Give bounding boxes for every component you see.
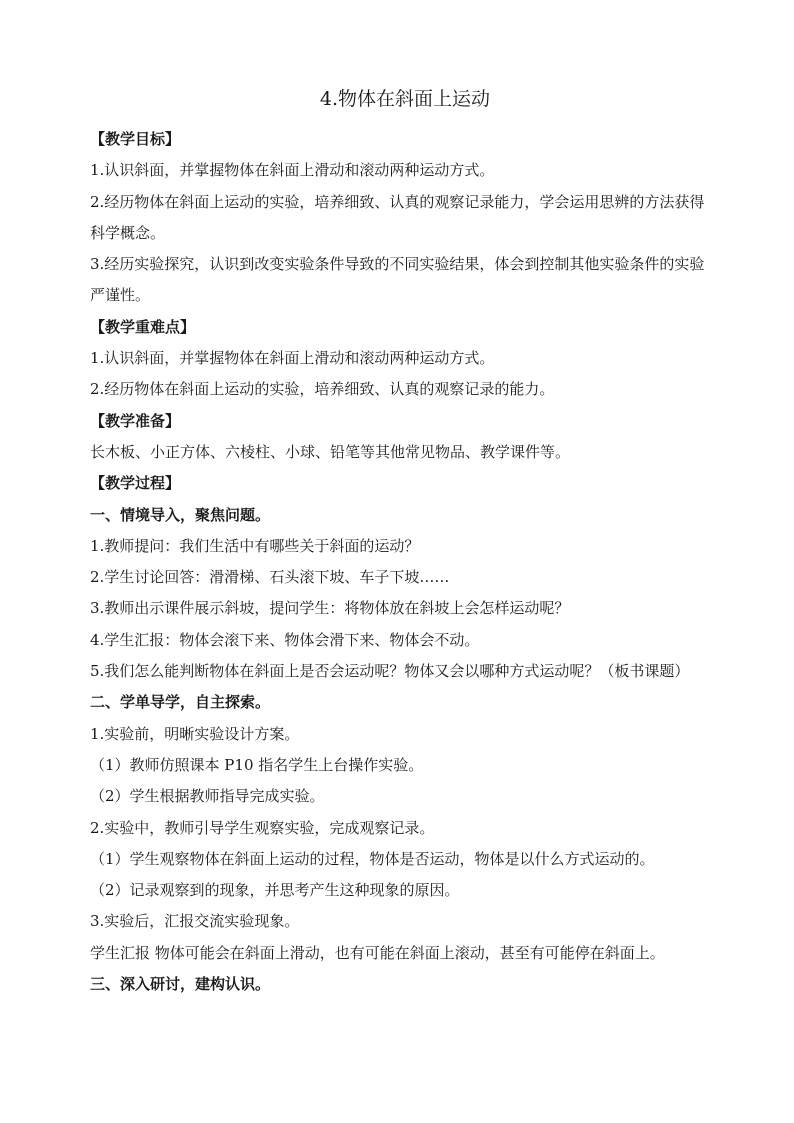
process-item: 1.教师提问：我们生活中有哪些关于斜面的运动？ bbox=[90, 536, 420, 555]
section-heading-process: 【教学过程】 bbox=[90, 474, 181, 493]
process-item: 4.学生汇报：物体会滚下来、物体会滑下来、物体会不动。 bbox=[90, 630, 480, 649]
goal-item: 2.经历物体在斜面上运动的实验，培养细致、认真的观察记录能力，学会运用思辨的方法获得科学概念。 bbox=[90, 192, 705, 242]
process-item: 学生汇报 物体可能会在斜面上滑动，也有可能在斜面上滚动，甚至有可能停在斜面上。 bbox=[90, 943, 665, 962]
goal-item: 1.认识斜面，并掌握物体在斜面上滑动和滚动两种运动方式。 bbox=[90, 161, 495, 180]
section-heading-key-points: 【教学重难点】 bbox=[90, 317, 196, 336]
preparation-text: 长木板、小正方体、六棱柱、小球、铅笔等其他常见物品、教学课件等。 bbox=[90, 442, 571, 461]
process-part3-heading: 三、深入研讨，建构认识。 bbox=[90, 975, 271, 994]
process-item: 1.实验前，明晰实验设计方案。 bbox=[90, 724, 300, 743]
section-heading-goals: 【教学目标】 bbox=[90, 130, 181, 148]
section-heading-preparation: 【教学准备】 bbox=[90, 411, 181, 430]
process-item: 2.学生讨论回答：滑滑梯、石头滚下坡、车子下坡…… bbox=[90, 568, 450, 587]
process-item: 2.实验中，教师引导学生观察实验，完成观察记录。 bbox=[90, 818, 435, 837]
document-page bbox=[90, 84, 706, 1000]
process-item: （2）学生根据教师指导完成实验。 bbox=[90, 787, 325, 806]
process-part2-heading: 二、学单导学，自主探索。 bbox=[90, 693, 271, 712]
goal-item: 3.经历实验探究，认识到改变实验条件导致的不同实验结果，体会到控制其他实验条件的实验严谨性。 bbox=[90, 255, 705, 305]
process-item: 3.实验后，汇报交流实验现象。 bbox=[90, 912, 300, 931]
process-item: （1）教师仿照课本 P10 指名学生上台操作实验。 bbox=[90, 755, 424, 774]
process-item: 5.我们怎么能判断物体在斜面上是否会运动呢？物体又会以哪种方式运动呢？（板书课题） bbox=[90, 662, 690, 681]
process-item: 3.教师出示课件展示斜坡，提问学生：将物体放在斜坡上会怎样运动呢？ bbox=[90, 599, 570, 618]
key-point-item: 1.认识斜面，并掌握物体在斜面上滑动和滚动两种运动方式。 bbox=[90, 349, 495, 368]
key-point-item: 2.经历物体在斜面上运动的实验，培养细致、认真的观察记录的能力。 bbox=[90, 380, 555, 399]
process-part1-heading: 一、情境导入，聚焦问题。 bbox=[90, 505, 271, 524]
document-title: 4.物体在斜面上运动 bbox=[319, 88, 491, 110]
process-item: （2）记录观察到的现象，并思考产生这种现象的原因。 bbox=[90, 881, 460, 900]
process-item: （1）学生观察物体在斜面上运动的过程，物体是否运动，物体是以什么方式运动的。 bbox=[90, 849, 655, 868]
